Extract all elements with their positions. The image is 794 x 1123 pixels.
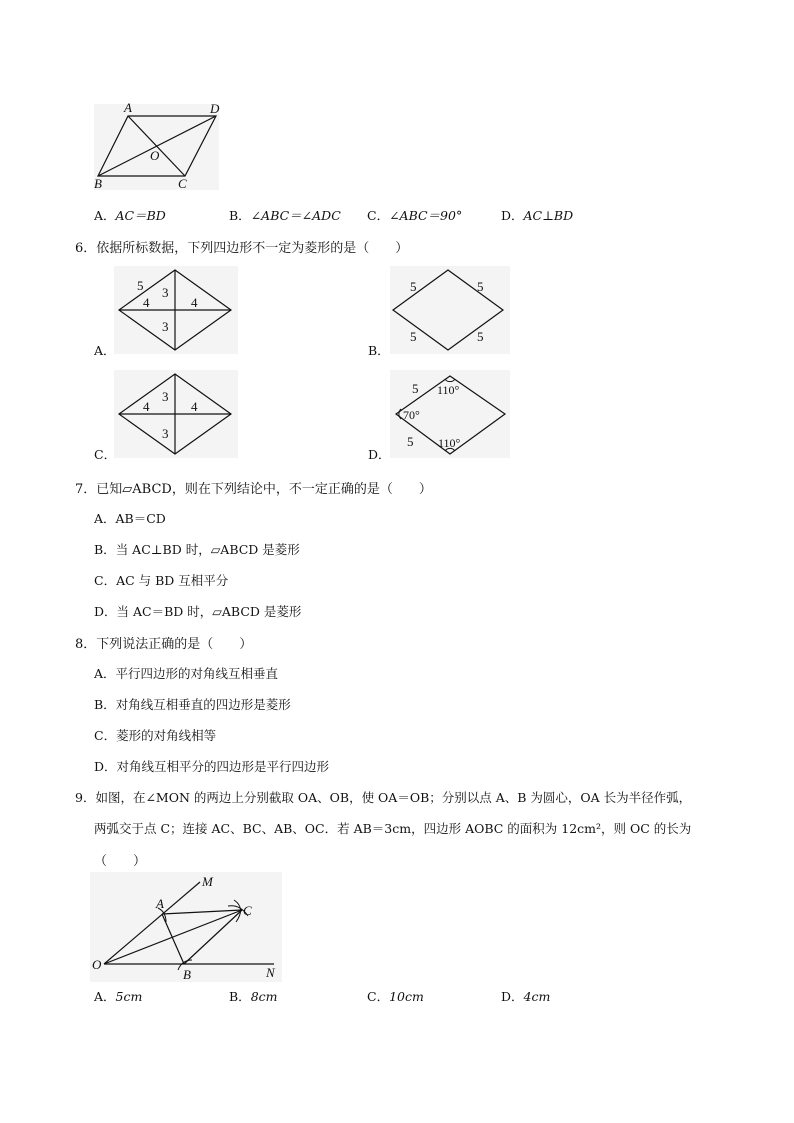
q5-label-c: C [178,176,187,191]
q6b-side-tr: 5 [477,279,484,294]
q6a-right-half-diag: 4 [191,295,198,310]
q5-parallelogram-figure [88,96,238,196]
q6a-side-label: 5 [137,278,144,293]
q5-label-b: B [94,176,102,191]
q8-option-d[interactable]: D．对角线互相平分的四边形是平行四边形 [94,759,330,774]
q6a-lower-half-diag: 3 [162,319,169,334]
q9-option-b[interactable]: B．8cm [229,989,278,1004]
q9-label-c: C [243,903,252,918]
q5-option-a[interactable]: A．AC＝BD [94,208,166,223]
q9-angle-construction-figure [88,868,288,984]
q6c-lower-half-diag: 3 [162,426,169,441]
q6c-left-half-diag: 4 [143,399,150,414]
q6c-right-half-diag: 4 [191,399,198,414]
q6-figure-c [112,368,242,460]
q5-label-a: A [124,100,132,115]
q6-option-c[interactable]: C． [94,447,117,462]
q6-figure-b [388,264,513,356]
q6d-angle-left: 70° [403,408,420,422]
q5-option-c[interactable]: C．∠ABC＝90° [367,208,463,223]
q7-option-c[interactable]: C．AC 与 BD 互相平分 [94,573,229,588]
q8-option-a[interactable]: A．平行四边形的对角线互相垂直 [94,666,279,681]
q5-label-d: D [210,101,220,116]
q7-stem: 7．已知▱ABCD，则在下列结论中，不一定正确的是（ ） [75,482,432,497]
q9-stem-line1: 9．如图，在∠MON 的两边上分别截取 OA、OB，使 OA＝OB；分别以点 A、B 为圆心，OA 长为半径作弧， [75,790,692,805]
q9-label-a: A [156,896,164,911]
q6-option-a[interactable]: A． [94,343,116,358]
q7-option-b[interactable]: B．当 AC⊥BD 时，▱ABCD 是菱形 [94,542,300,557]
q9-option-d[interactable]: D．4cm [501,989,551,1004]
q6-stem: 6．依据所标数据，下列四边形不一定为菱形的是（ ） [75,241,409,256]
q6-option-b[interactable]: B． [368,343,390,358]
q6b-side-bl: 5 [410,329,417,344]
q6d-side-top: 5 [412,381,419,396]
q6a-left-half-diag: 4 [143,295,150,310]
q6a-upper-half-diag: 3 [162,285,169,300]
q9-label-b: B [183,967,191,982]
q9-stem-line3: （ ） [94,854,147,869]
q9-option-a[interactable]: A．5cm [94,989,143,1004]
q5-option-d[interactable]: D．AC⊥BD [501,208,574,223]
q6-figure-a [112,264,242,356]
q6d-angle-top: 110° [437,383,460,397]
q9-label-n: N [266,965,275,980]
q6-figure-d [388,368,513,460]
q6-option-d[interactable]: D． [368,447,391,462]
q6c-upper-half-diag: 3 [162,389,169,404]
q6d-side-bottom: 5 [407,434,414,449]
q8-option-b[interactable]: B．对角线互相垂直的四边形是菱形 [94,697,291,712]
q5-label-o: O [150,148,160,163]
q8-stem: 8．下列说法正确的是（ ） [75,637,253,652]
q9-label-m: M [202,874,213,889]
q6b-side-br: 5 [477,329,484,344]
q5-option-b[interactable]: B．∠ABC＝∠ADC [229,208,341,223]
q7-option-d[interactable]: D．当 AC＝BD 时，▱ABCD 是菱形 [94,604,302,619]
q6b-side-tl: 5 [410,279,417,294]
q9-label-o: O [92,957,102,972]
q7-option-a[interactable]: A．AB＝CD [94,511,166,526]
q8-option-c[interactable]: C．菱形的对角线相等 [94,728,217,743]
q9-stem-line2: 两弧交于点 C；连接 AC、BC、AB、OC．若 AB＝3cm，四边形 AOBC 的面积为 12cm²，则 OC 的长为 [94,821,692,836]
q6d-angle-bottom: 110° [438,436,461,450]
q9-option-c[interactable]: C．10cm [367,989,424,1004]
